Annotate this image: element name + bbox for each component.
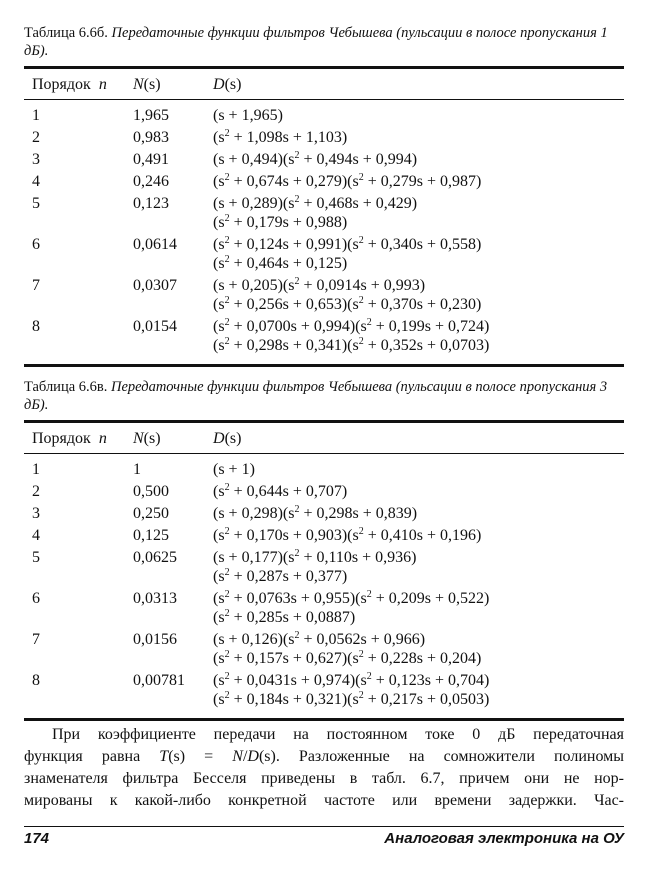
table-row [24,482,624,504]
body-paragraph [24,724,624,812]
cell-denominator [213,671,489,709]
table-row [24,589,624,630]
denominator-line: $(s^2 + 1,098s + 1,103)$ [213,128,348,146]
cell-numerator: 0,0154 [133,318,177,335]
table-header [24,423,624,453]
table-header [24,69,624,99]
denominator-line: $(s^2 + 0,285s + 0,0887)$ [213,608,356,626]
table-bottom-rule [24,718,624,721]
denominator-line: $(s + 0,494)(s^2 + 0,494s + 0,994)$ [213,150,418,168]
denominator-line: $(s + 0,298)(s^2 + 0,298s + 0,839)$ [213,504,418,522]
cell-order: 5 [32,549,40,566]
cell-order: 7 [32,631,40,648]
cell-order: 8 [32,672,40,689]
cell-order: 3 [32,151,40,168]
cell-denominator [213,482,347,501]
cell-order: 6 [32,236,40,253]
cell-numerator: 0,500 [133,483,169,500]
cell-denominator [213,317,489,355]
table-row [24,172,624,194]
header-den-arg: (s) [224,76,242,93]
table-row [24,548,624,589]
header-order-var: n [98,430,107,447]
header-numerator [133,429,161,448]
table-row [24,194,624,235]
cell-numerator: 0,250 [133,505,169,522]
denominator-line: (s + 1,965) [213,107,283,124]
denominator-line: $(s^2 + 0,464s + 0,125)$ [213,254,348,272]
cell-denominator [213,589,489,627]
cell-numerator: 1 [133,461,141,478]
header-order-word: Порядок [32,76,91,93]
body-line: мированы к какой-либо конкретной частоте или времени задержки. Час- [24,792,624,809]
cell-numerator: 0,00781 [133,672,185,689]
table-row [24,106,624,128]
cell-numerator: 0,491 [133,151,169,168]
cell-order: 4 [32,527,40,544]
denominator-line: $(s^2 + 0,0431s + 0,974)(s^2 + 0,123s + 0,704)$ [213,671,490,689]
table-b [24,66,624,367]
body-line: При коэффициенте передачи на постоянном токе 0 дБ передаточная [52,726,624,743]
cell-denominator [213,194,417,232]
denominator-line: $(s^2 + 0,674s + 0,279)(s^2 + 0,279s + 0,987)$ [213,172,482,190]
cell-order: 1 [32,461,40,478]
denominator-line: $(s^2 + 0,287s + 0,377)$ [213,567,348,585]
cell-denominator [213,460,255,479]
header-num-arg: (s) [143,430,161,447]
running-title: Аналоговая электроника на ОУ [384,830,624,847]
cell-order: 5 [32,195,40,212]
cell-order: 2 [32,129,40,146]
table-row [24,630,624,671]
table-row [24,276,624,317]
table-b-caption-text: Передаточные функции фильтров Чебышева (пульсации в полосе пропускания 1 дБ). [24,25,608,59]
header-den-arg: (s) [224,430,242,447]
denominator-line: $(s^2 + 0,184s + 0,321)(s^2 + 0,217s + 0,0503)$ [213,690,490,708]
header-den-var: D [213,430,225,447]
table-row [24,128,624,150]
header-num-arg: (s) [143,76,161,93]
cell-numerator: 0,0625 [133,549,177,566]
table-c [24,420,624,721]
table-body [24,100,624,358]
table-row [24,150,624,172]
cell-denominator [213,276,481,314]
cell-denominator [213,504,417,523]
cell-numerator: 0,983 [133,129,169,146]
header-denominator [213,75,241,94]
cell-denominator [213,235,481,273]
table-c-caption [24,378,624,414]
cell-denominator [213,630,481,668]
cell-order: 2 [32,483,40,500]
denominator-line: $(s^2 + 0,170s + 0,903)(s^2 + 0,410s + 0,196)$ [213,526,482,544]
table-row [24,460,624,482]
cell-order: 1 [32,107,40,124]
header-order-var: n [98,76,107,93]
cell-numerator: 0,0307 [133,277,177,294]
body-line: функция равна T(s) = N/D(s). Разложенные на сомножители полиномы [24,748,625,765]
cell-numerator: 1,965 [133,107,169,124]
denominator-line: $(s^2 + 0,298s + 0,341)(s^2 + 0,352s + 0,0703)$ [213,336,490,354]
header-numerator [133,75,161,94]
body-line: знаменателя фильтра Бесселя приведены в табл. 6.7, причем они не нор- [24,770,624,787]
header-order [32,429,107,448]
denominator-line: $(s + 0,177)(s^2 + 0,110s + 0,936)$ [213,548,417,566]
header-num-var: N [133,430,144,447]
cell-order: 3 [32,505,40,522]
denominator-line: $(s^2 + 0,179s + 0,988)$ [213,213,348,231]
cell-order: 4 [32,173,40,190]
denominator-line: $(s^2 + 0,0763s + 0,955)(s^2 + 0,209s + 0,522)$ [213,589,490,607]
header-order [32,75,107,94]
cell-numerator: 0,0313 [133,590,177,607]
page-number: 174 [24,830,50,847]
cell-denominator [213,150,417,169]
header-num-var: N [133,76,144,93]
cell-numerator: 0,0614 [133,236,177,253]
denominator-line: (s + 1) [213,461,255,478]
cell-order: 7 [32,277,40,294]
table-row [24,317,624,358]
table-row [24,504,624,526]
cell-order: 8 [32,318,40,335]
denominator-line: $(s^2 + 0,157s + 0,627)(s^2 + 0,228s + 0,204)$ [213,649,482,667]
table-c-caption-text: Передаточные функции фильтров Чебышева (пульсации в полосе пропускания 3 дБ). [24,379,608,413]
table-b-caption-lead: Таблица 6.6б. [24,25,108,41]
denominator-line: $(s + 0,205)(s^2 + 0,0914s + 0,993)$ [213,276,426,294]
header-order-word: Порядок [32,430,91,447]
header-den-var: D [213,76,225,93]
cell-denominator [213,526,481,545]
table-bottom-rule [24,364,624,367]
denominator-line: $(s^2 + 0,0700s + 0,994)(s^2 + 0,199s + 0,724)$ [213,317,490,335]
denominator-line: $(s^2 + 0,256s + 0,653)(s^2 + 0,370s + 0,230)$ [213,295,482,313]
cell-numerator: 0,0156 [133,631,177,648]
cell-denominator [213,106,283,125]
table-row [24,235,624,276]
table-b-caption [24,24,624,60]
cell-numerator: 0,125 [133,527,169,544]
denominator-line: $(s^2 + 0,124s + 0,991)(s^2 + 0,340s + 0,558)$ [213,235,482,253]
header-denominator [213,429,241,448]
table-row [24,526,624,548]
footer-rule [24,826,624,827]
cell-denominator [213,128,347,147]
table-c-caption-lead: Таблица 6.6в. [24,379,108,395]
cell-denominator [213,548,416,586]
denominator-line: $(s + 0,289)(s^2 + 0,468s + 0,429)$ [213,194,418,212]
cell-order: 6 [32,590,40,607]
cell-numerator: 0,123 [133,195,169,212]
table-row [24,671,624,712]
cell-numerator: 0,246 [133,173,169,190]
denominator-line: $(s^2 + 0,644s + 0,707)$ [213,482,348,500]
cell-denominator [213,172,481,191]
table-body [24,454,624,712]
denominator-line: $(s + 0,126)(s^2 + 0,0562s + 0,966)$ [213,630,426,648]
